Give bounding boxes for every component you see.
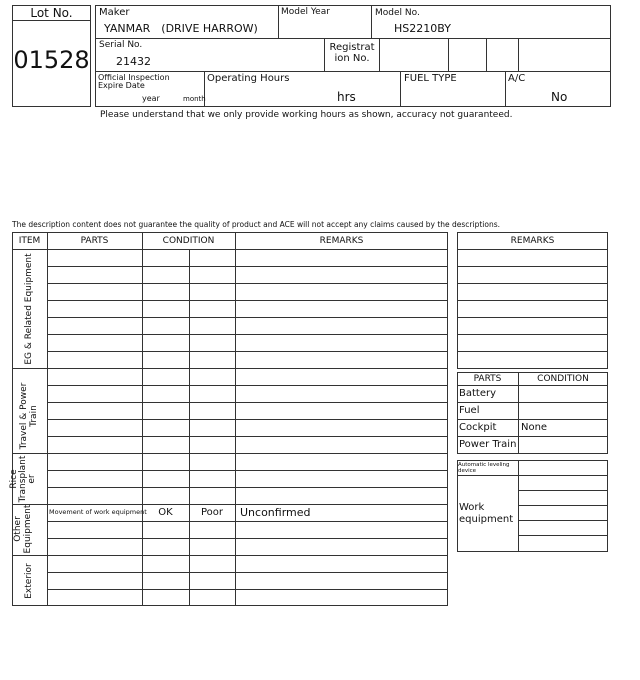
section-label-rice-2: Transplant <box>18 455 28 503</box>
section-divider <box>12 555 448 556</box>
row-line <box>47 283 448 284</box>
header-row-divider-1 <box>95 38 611 39</box>
section-label-other-2: Equipment <box>23 504 33 554</box>
header-parts: PARTS <box>80 236 109 246</box>
section-label-travel <box>19 374 41 458</box>
row-line <box>47 589 448 590</box>
inspection-label-1: Official Inspection <box>98 73 170 82</box>
side-work-line <box>518 505 608 506</box>
lot-number: 01528 <box>13 46 90 74</box>
section-divider <box>12 453 448 454</box>
header-col-hours-end <box>400 71 401 107</box>
model-no-label: Model No. <box>375 8 420 18</box>
header-col-reg-box2 <box>486 38 487 71</box>
serial-label: Serial No. <box>99 40 143 50</box>
section-label-travel-1: Travel & Power <box>19 382 29 450</box>
side-remarks-line <box>457 283 608 284</box>
other-row-part: Movement of work equipment <box>49 508 147 516</box>
row-line <box>47 538 448 539</box>
header-remarks: REMARKS <box>319 236 364 246</box>
section-label-exterior: Exterior <box>24 563 34 599</box>
side-work-line <box>518 535 608 536</box>
serial-value: 21432 <box>116 55 151 68</box>
header-col-fuel-end <box>505 71 506 107</box>
section-label-rice <box>10 454 42 504</box>
side-parts-line <box>457 436 608 437</box>
hours-notice: Please understand that we only provide working hours as shown, accuracy not guaranteed. <box>100 110 513 120</box>
side-work-equipment-2: equipment <box>459 514 514 525</box>
description-notice: The description content does not guarantee the quality of product and ACE will not accept any claims caused by the descriptions. <box>12 220 501 229</box>
row-line <box>47 300 448 301</box>
registration-label-1: Registrat <box>329 42 375 53</box>
ac-label: A/C <box>508 73 526 84</box>
side-parts-line <box>457 402 608 403</box>
col-cond-split <box>189 249 190 606</box>
other-row-ok: OK <box>158 507 173 518</box>
side-power-train: Power Train <box>459 439 517 450</box>
row-line <box>47 521 448 522</box>
hours-unit: hrs <box>337 90 356 104</box>
row-line <box>47 317 448 318</box>
row-line <box>47 419 448 420</box>
side-work-split <box>518 460 519 552</box>
header-col-maker-end <box>278 5 279 38</box>
section-divider <box>12 504 448 505</box>
side-condition-header: CONDITION <box>537 374 589 384</box>
side-remarks-line <box>457 249 608 250</box>
side-work-line <box>518 520 608 521</box>
header-condition: CONDITION <box>162 236 215 246</box>
maker-value: YANMAR (DRIVE HARROW) <box>104 22 258 35</box>
section-label-travel-2: Train <box>29 405 39 427</box>
section-label-other <box>13 504 35 554</box>
side-remarks-line <box>457 351 608 352</box>
row-line <box>47 266 448 267</box>
month-label: month <box>183 95 206 103</box>
row-line <box>47 351 448 352</box>
section-label-rice-1: Rice <box>9 469 19 489</box>
section-divider <box>12 368 448 369</box>
registration-label-2: ion No. <box>334 53 370 64</box>
side-auto-leveling-1: Automatic leveling <box>458 462 510 468</box>
section-label-eg: EG & Related Equipment <box>24 253 34 365</box>
side-parts-line <box>457 419 608 420</box>
row-line <box>47 334 448 335</box>
side-work-equipment-1: Work <box>459 502 485 513</box>
inspection-label-2: Expire Date <box>98 81 145 90</box>
lot-label: Lot No. <box>30 6 73 20</box>
header-col-modelyear-end <box>371 5 372 38</box>
side-work-line <box>518 490 608 491</box>
maker-label: Maker <box>99 7 130 18</box>
side-battery: Battery <box>459 388 497 399</box>
row-line <box>47 572 448 573</box>
side-remarks-line <box>457 317 608 318</box>
row-line <box>47 487 448 488</box>
section-label-rice-3: er <box>27 474 37 484</box>
row-line <box>47 402 448 403</box>
header-row-divider-2 <box>95 71 611 72</box>
row-line <box>47 436 448 437</box>
side-remarks-line <box>457 334 608 335</box>
row-line <box>47 385 448 386</box>
fuel-label: FUEL TYPE <box>404 73 457 84</box>
header-col-reg-box1 <box>448 38 449 71</box>
side-auto-leveling-2: device <box>458 468 477 474</box>
other-row-remark: Unconfirmed <box>240 506 311 519</box>
year-label: year <box>142 94 160 103</box>
section-label-other-1: Other <box>13 516 23 542</box>
hours-label: Operating Hours <box>207 73 290 84</box>
side-fuel: Fuel <box>459 405 480 416</box>
main-header-divider <box>12 249 448 250</box>
row-line <box>47 470 448 471</box>
model-no-value: HS2210BY <box>394 22 451 35</box>
side-work-line <box>457 475 608 476</box>
side-remarks-line <box>457 300 608 301</box>
side-parts-header: PARTS <box>473 374 502 384</box>
side-parts-line <box>457 385 608 386</box>
side-remarks-header: REMARKS <box>510 236 555 246</box>
lot-divider <box>12 20 91 21</box>
side-cockpit: Cockpit <box>459 422 497 433</box>
ac-value: No <box>551 90 568 104</box>
header-item: ITEM <box>18 236 41 246</box>
model-year-label: Model Year <box>281 7 330 17</box>
header-col-reg-end <box>379 38 380 71</box>
other-row-poor: Poor <box>200 507 224 518</box>
side-remarks-line <box>457 266 608 267</box>
header-col-reg-box3 <box>518 38 519 71</box>
side-cockpit-value: None <box>521 422 548 433</box>
